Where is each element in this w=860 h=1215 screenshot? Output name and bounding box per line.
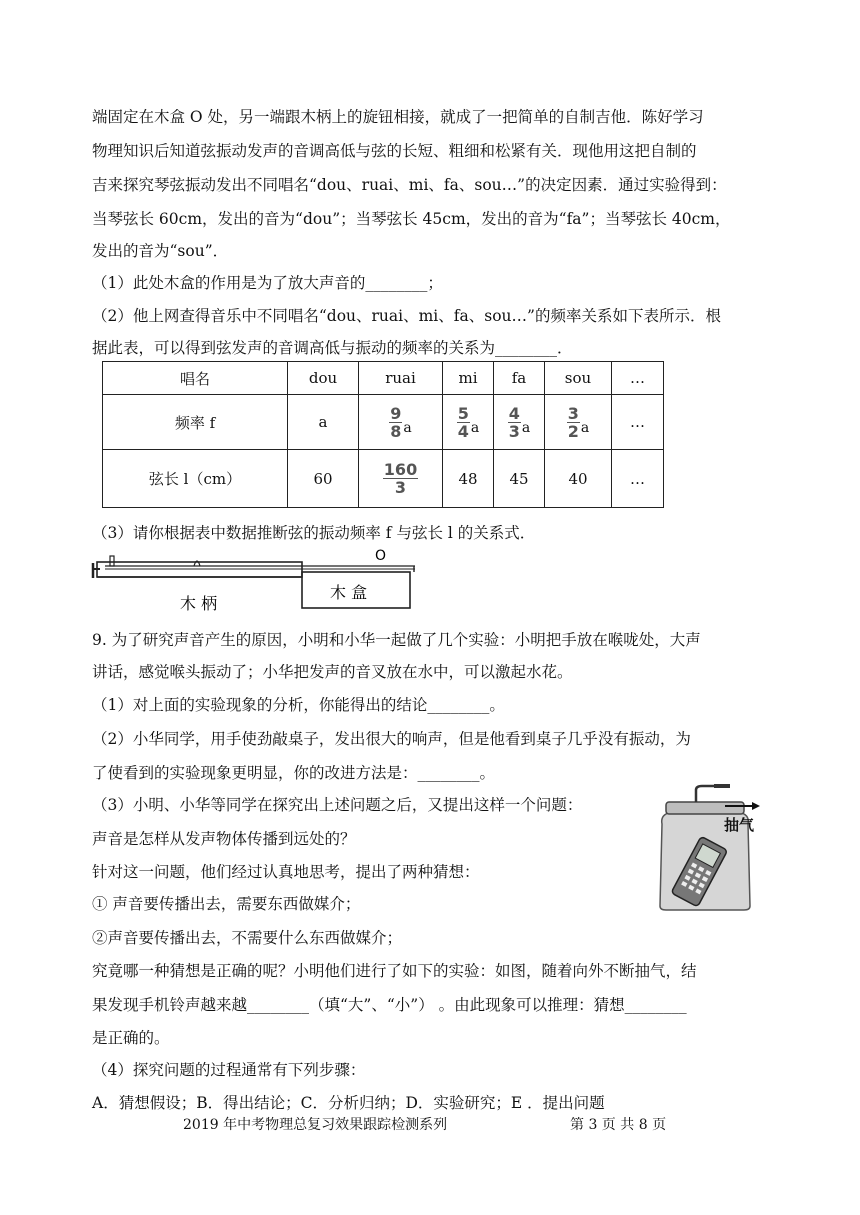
table-cell: 40 — [545, 450, 612, 508]
fraction — [457, 405, 470, 440]
table-header-cell: ruai — [359, 362, 443, 395]
fraction — [389, 405, 402, 440]
fraction-suffix: a — [521, 420, 531, 436]
question-9: 9. 为了研究声音产生的原因，小明和小华一起做了几个实验：小明把手放在喉咙处，大声 — [92, 631, 701, 649]
fraction — [383, 461, 418, 496]
table-cell — [359, 395, 443, 450]
table-cell: 45 — [494, 450, 545, 508]
footer-series: 2019 年中考物理总复习效果跟踪检测系列 — [183, 1117, 448, 1133]
text-line: 发出的音为“sou”． — [92, 242, 229, 260]
question-9-4: （4）探究问题的过程通常有下列步骤： — [92, 1061, 366, 1079]
guess-1: ① 声音要传播出去，需要东西做媒介； — [92, 895, 361, 913]
text-line: 果发现手机铃声越来越________（填“大”、“小”） 。由此现象可以推理：猜想________ — [92, 996, 687, 1014]
table-header-cell: 唱名 — [103, 362, 288, 395]
guess-2: ②声音要传播出去，不需要什么东西做媒介； — [92, 929, 403, 947]
numerator: 3 — [567, 403, 579, 423]
handle-label: 木 柄 — [180, 594, 218, 613]
denominator: 8 — [390, 421, 402, 441]
fraction — [567, 405, 580, 440]
table-cell — [443, 395, 494, 450]
table-cell — [545, 395, 612, 450]
table-cell: 48 — [443, 450, 494, 508]
table-cell: 弦长 l（cm） — [103, 450, 288, 508]
table-cell — [359, 450, 443, 508]
text-line: 吉来探究琴弦振动发出不同唱名“dou、ruai、mi、fa、sou…”的决定因素．通过实验得到： — [92, 176, 727, 194]
text-line: 是正确的。 — [92, 1029, 170, 1047]
table-header-cell: dou — [288, 362, 359, 395]
fraction-suffix: a — [403, 420, 412, 436]
table-cell: 60 — [288, 450, 359, 508]
text-line: 了使看到的实验现象更明显，你的改进方法是：________。 — [92, 764, 496, 782]
table-cell: … — [612, 395, 664, 450]
numerator: 5 — [457, 403, 469, 423]
guitar-diagram — [90, 545, 420, 615]
question-2: （2）他上网查得音乐中不同唱名“dou、ruai、mi、fa、sou…”的频率关系如下表所示．根 — [92, 307, 721, 325]
footer-page-number: 第 3 页 共 8 页 — [570, 1117, 667, 1133]
table-header-cell: sou — [545, 362, 612, 395]
table-cell: … — [612, 450, 664, 508]
frequency-table — [102, 361, 664, 508]
text-line: 当琴弦长 60cm，发出的音为“dou”；当琴弦长 45cm，发出的音为“fa”；当琴弦长 40cm， — [92, 210, 731, 228]
question-9-2: （2）小华同学，用手使劲敲桌子，发出很大的响声，但是他看到桌子几乎没有振动，为 — [92, 730, 691, 748]
table-cell: a — [288, 395, 359, 450]
pump-label: 抽气 — [724, 816, 755, 834]
text-line: 究竟哪一种猜想是正确的呢？小明他们进行了如下的实验：如图，随着向外不断抽气，结 — [92, 962, 697, 980]
text-line: 物理知识后知道弦振动发声的音调高低与弦的长短、粗细和松紧有关．现他用这把自制的 — [92, 142, 697, 160]
table-header-cell: … — [612, 362, 664, 395]
denominator: 3 — [394, 478, 407, 497]
question-1: （1）此处木盒的作用是为了放大声音的________； — [92, 274, 443, 292]
question-2-cont: 据此表，可以得到弦发声的音调高低与振动的频率的关系为________． — [92, 339, 573, 357]
table-row — [103, 395, 664, 450]
table-row — [103, 450, 664, 508]
table-row — [103, 362, 664, 395]
box-label: 木 盒 — [330, 583, 368, 602]
fraction-suffix: a — [580, 420, 590, 436]
denominator: 4 — [457, 421, 469, 441]
bell-jar-diagram — [640, 784, 770, 912]
numerator: 9 — [390, 403, 402, 423]
question-9-3: （3）小明、小华等同学在探究出上述问题之后，又提出这样一个问题： — [92, 796, 583, 814]
denominator: 3 — [508, 421, 520, 441]
table-header-cell: fa — [494, 362, 545, 395]
text-line: 声音是怎样从发声物体传播到远处的？ — [92, 830, 356, 848]
text-line: 针对这一问题，他们经过认真地思考，提出了两种猜想： — [92, 863, 480, 881]
denominator: 2 — [567, 421, 579, 441]
steps-list: A．猜想假设；B．得出结论；C．分析归纳；D．实验研究；E ．提出问题 — [92, 1094, 605, 1112]
table-cell: 频率 f — [103, 395, 288, 450]
question-3: （3）请你根据表中数据推断弦的振动频率 f 与弦长 l 的关系式． — [92, 524, 536, 542]
point-o-label: O — [375, 548, 387, 564]
fraction-suffix: a — [470, 420, 480, 436]
table-header-cell: mi — [443, 362, 494, 395]
table-cell — [494, 395, 545, 450]
fraction — [508, 405, 521, 440]
question-9-1: （1）对上面的实验现象的分析，你能得出的结论________。 — [92, 696, 505, 714]
numerator: 160 — [383, 460, 418, 479]
text-line: 讲话，感觉喉头振动了；小华把发声的音叉放在水中，可以激起水花。 — [92, 663, 573, 681]
numerator: 4 — [508, 403, 520, 423]
text-line: 端固定在木盒 O 处，另一端跟木柄上的旋钮相接，就成了一把简单的自制吉他．陈好学习 — [92, 108, 704, 126]
